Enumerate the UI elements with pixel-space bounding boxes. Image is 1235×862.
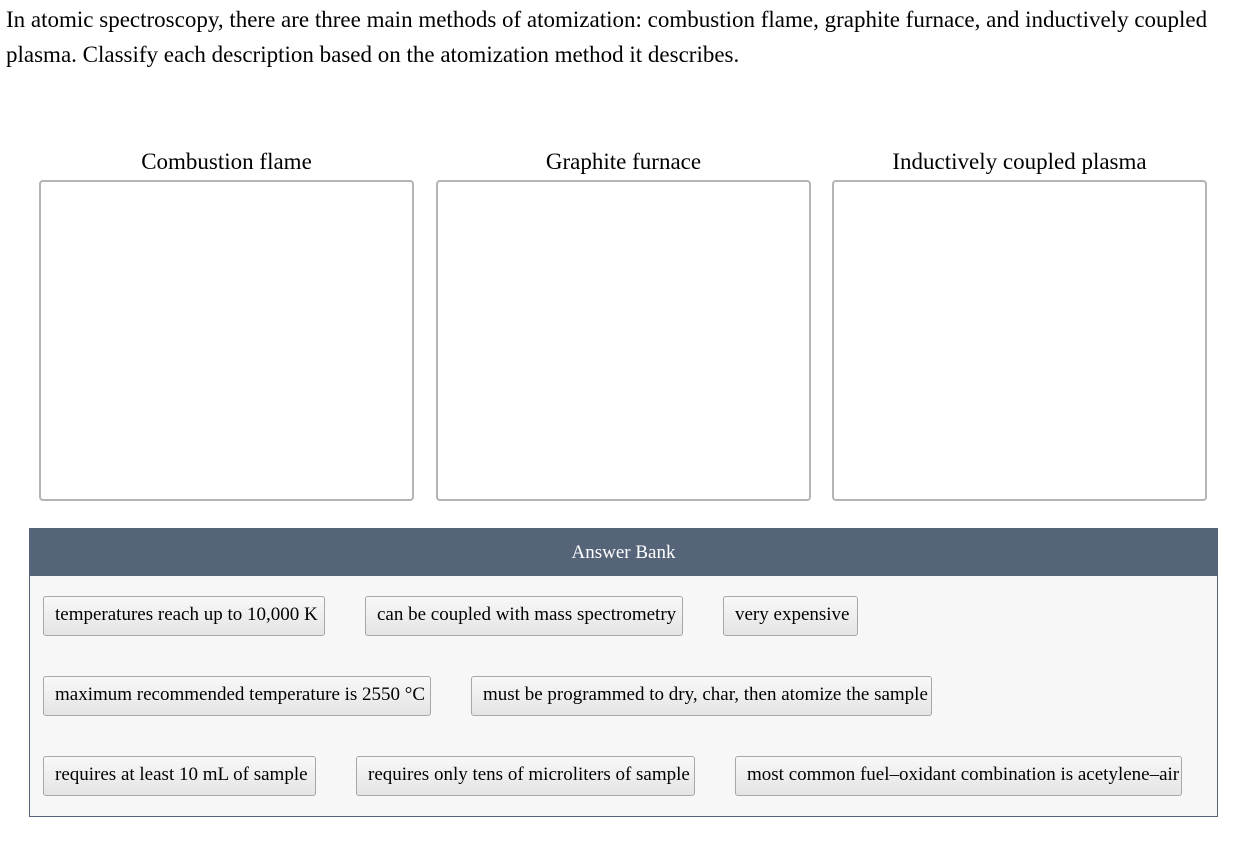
bin-combustion-flame (39, 146, 414, 501)
answer-chip[interactable]: can be coupled with mass spectrometry (365, 596, 683, 636)
answer-chip[interactable]: must be programmed to dry, char, then atomize the sample (471, 676, 932, 716)
drop-zone-inductively-coupled-plasma[interactable] (832, 180, 1207, 501)
drop-zone-combustion-flame[interactable] (39, 180, 414, 501)
answer-chip[interactable]: very expensive (723, 596, 858, 636)
answer-chip[interactable]: requires at least 10 mL of sample (43, 756, 316, 796)
bin-graphite-furnace (436, 146, 811, 501)
drop-zone-graphite-furnace[interactable] (436, 180, 811, 501)
question-prompt: In atomic spectroscopy, there are three main methods of atomization: combustion flame, graphite furnace, and inductively coupled plasma. Classify each description based on the atomization method it describes. (6, 7, 1208, 67)
bin-title: Inductively coupled plasma (892, 149, 1147, 174)
answer-chip[interactable]: maximum recommended temperature is 2550 °C (43, 676, 431, 716)
answer-bank-header: Answer Bank (30, 529, 1217, 576)
bin-title: Graphite furnace (545, 149, 702, 174)
bin-title: Combustion flame (141, 149, 312, 174)
answer-chip[interactable]: temperatures reach up to 10,000 K (43, 596, 325, 636)
answer-chip[interactable]: requires only tens of microliters of sample (356, 756, 695, 796)
answer-bank (29, 528, 1218, 817)
bin-inductively-coupled-plasma (832, 146, 1207, 501)
answer-chip[interactable]: most common fuel–oxidant combination is acetylene–air (735, 756, 1182, 796)
